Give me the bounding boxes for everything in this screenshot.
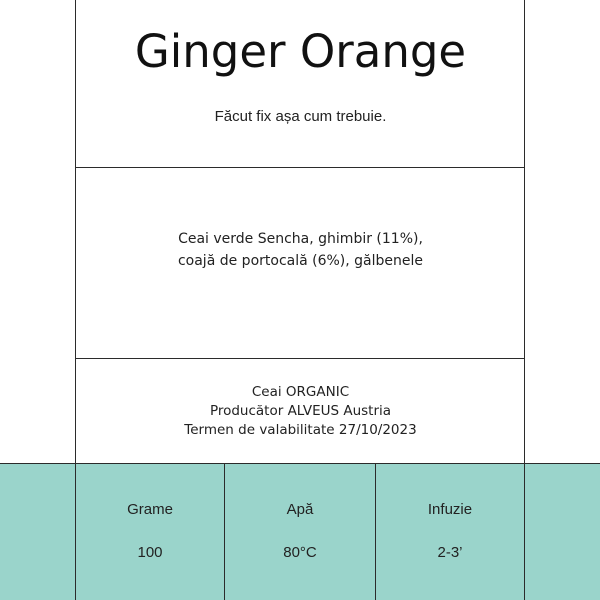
expiry-label: Termen de valabilitate 27/10/2023 xyxy=(184,422,417,438)
divider-title xyxy=(76,167,525,168)
divider-ingredients xyxy=(76,358,525,359)
product-title: Ginger Orange xyxy=(134,25,467,78)
stat-weight-value: 100 xyxy=(137,544,163,561)
product-info xyxy=(76,383,525,440)
stat-infusion-value: 2-3’ xyxy=(437,544,463,561)
ingredients-line-2: coajă de portocală (6%), gălbenele xyxy=(177,253,424,269)
producer-label: Producător ALVEUS Austria xyxy=(209,403,392,419)
product-tagline: Făcut fix așa cum trebuie. xyxy=(214,108,387,125)
stat-weight-label: Grame xyxy=(127,501,173,518)
ingredients-text xyxy=(76,228,525,272)
right-border-line xyxy=(524,0,525,600)
ingredients-line-1: Ceai verde Sencha, ghimbir (11%), xyxy=(178,231,423,247)
organic-label: Ceai ORGANIC xyxy=(251,384,350,400)
stat-infusion-label: Infuzie xyxy=(427,501,473,518)
stat-water xyxy=(225,464,375,600)
stat-water-value: 80°C xyxy=(283,544,317,561)
stat-water-label: Apă xyxy=(286,501,314,518)
stat-weight xyxy=(76,464,224,600)
stat-infusion xyxy=(376,464,524,600)
